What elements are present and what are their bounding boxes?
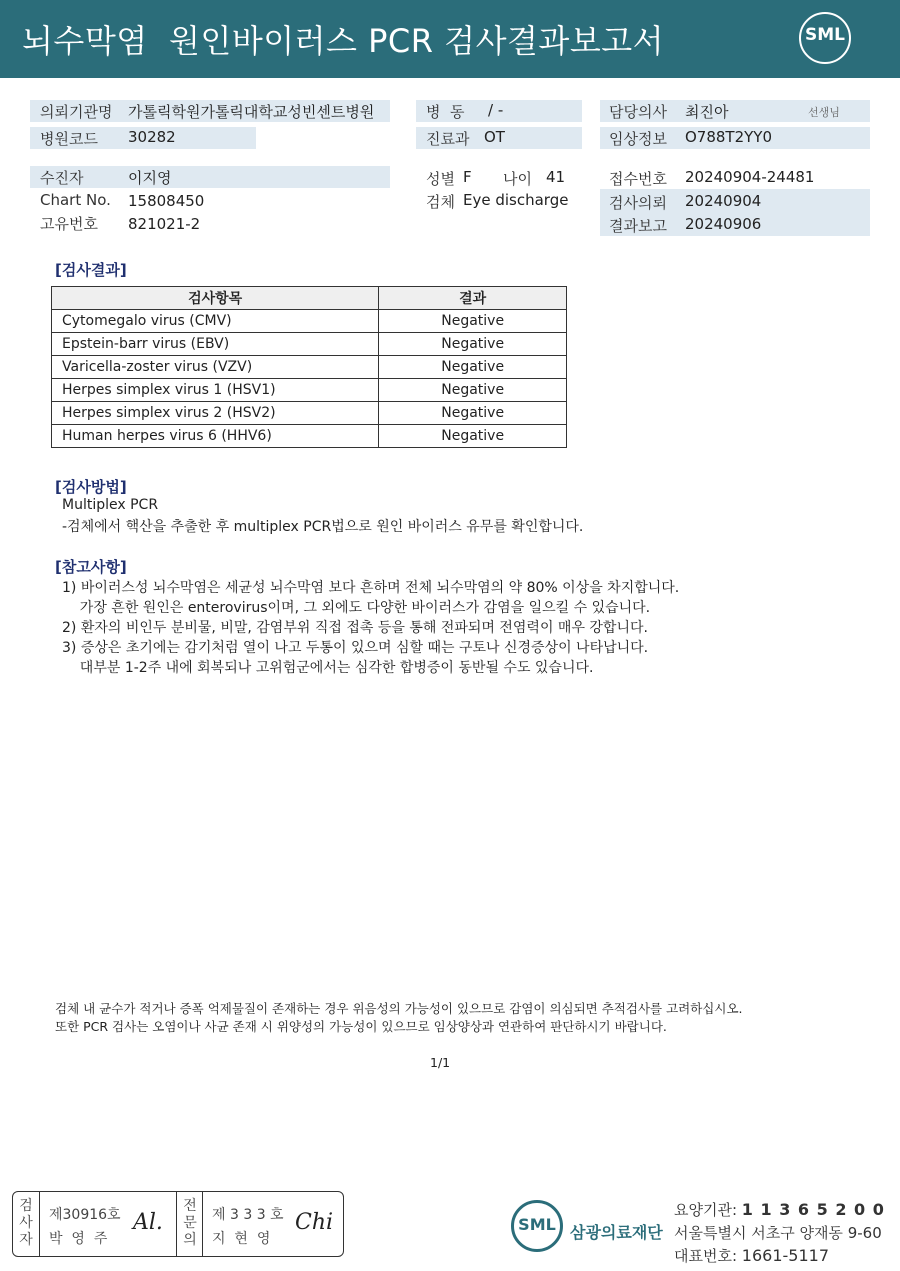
report-date: 20240906 [685, 215, 762, 233]
examiner-signature: Al. [133, 1210, 163, 1235]
report-title: 뇌수막염 원인바이러스 PCR 검사결과보고서 [22, 22, 665, 60]
note-line: 2) 환자의 비인두 분비물, 비말, 감염부위 직접 접촉 등을 통해 전파되며 전염력이 매우 강합니다. [62, 620, 648, 636]
hospital-code-label: 병원코드 [40, 130, 98, 148]
examiner-label [15, 1198, 37, 1249]
requester-label: 의뢰기관명 [40, 103, 113, 121]
method-line-1: Multiplex PCR [62, 497, 159, 513]
notes-section-title: [참고사항] [55, 558, 127, 576]
specimen-value: Eye discharge [463, 191, 569, 209]
divider [202, 1192, 203, 1256]
ward-value: / - [488, 101, 504, 119]
table-row [52, 425, 567, 448]
request-label: 검사의뢰 [609, 194, 667, 212]
org-code-row [674, 1199, 885, 1220]
footer-logo-text: SML [518, 1215, 556, 1234]
patient-label: 수진자 [40, 169, 84, 187]
results-table [51, 286, 567, 448]
clinical-value: O788T2YY0 [685, 128, 773, 146]
specimen-label: 검체 [426, 193, 455, 211]
specialist-name: 지 현 영 [212, 1231, 271, 1247]
requester-value: 가톨릭학원가톨릭대학교성빈센트병원 [128, 103, 375, 121]
signature-box [12, 1191, 344, 1257]
org-code-label: 요양기관: [674, 1201, 738, 1219]
test-name: Herpes simplex virus 1 (HSV1) [52, 379, 379, 402]
hospital-code-value: 30282 [128, 128, 176, 146]
logo-text: SML [805, 25, 845, 45]
test-name: Human herpes virus 6 (HHV6) [52, 425, 379, 448]
test-result: Negative [379, 379, 567, 402]
method-line-2: -검체에서 핵산을 추출한 후 multiplex PCR법으로 원인 바이러스 유무를 확인합니다. [62, 519, 584, 535]
note-line: 가장 흔한 원인은 enterovirus이며, 그 외에도 다양한 바이러스가 감염을 일으킬 수 있습니다. [62, 600, 651, 616]
test-name: Cytomegalo virus (CMV) [52, 310, 379, 333]
specialist-label [179, 1198, 201, 1249]
specialist-signature: Chi [295, 1210, 334, 1235]
test-result: Negative [379, 333, 567, 356]
chart-value: 15808450 [128, 192, 205, 210]
ward-label: 병 동 [426, 103, 465, 121]
divider [176, 1192, 177, 1256]
test-name: Varicella-zoster virus (VZV) [52, 356, 379, 379]
disclaimer-line-1: 검체 내 균수가 적거나 증폭 억제물질이 존재하는 경우 위음성의 가능성이 있으므로 감염이 의심되면 추적검사를 고려하십시오. [55, 1001, 743, 1016]
results-header-row [52, 287, 567, 310]
org-code: 1 1 3 6 5 2 0 0 [741, 1200, 885, 1219]
disclaimer-line-2: 또한 PCR 검사는 오염이나 사균 존재 시 위양성의 가능성이 있으므로 임상양상과 연관하여 판단하시기 바랍니다. [55, 1019, 667, 1034]
request-date: 20240904 [685, 192, 762, 210]
receipt-label: 접수번호 [609, 170, 667, 188]
results-header-test: 검사항목 [52, 287, 379, 310]
sex-value: F [463, 168, 472, 186]
table-row [52, 402, 567, 425]
doctor-label: 담당의사 [609, 103, 667, 121]
sml-footer-logo [511, 1200, 563, 1252]
table-row [52, 379, 567, 402]
age-value: 41 [546, 168, 566, 186]
test-result: Negative [379, 425, 567, 448]
sml-logo [799, 12, 851, 64]
test-name: Herpes simplex virus 2 (HSV2) [52, 402, 379, 425]
examiner-name: 박 영 주 [49, 1231, 108, 1247]
receipt-value: 20240904-24481 [685, 168, 815, 186]
divider [39, 1192, 40, 1256]
page-number: 1/1 [430, 1055, 451, 1070]
chart-label: Chart No. [40, 191, 111, 209]
report-label: 결과보고 [609, 217, 667, 235]
dept-value: OT [484, 128, 505, 146]
id-value: 821021-2 [128, 215, 201, 233]
test-result: Negative [379, 310, 567, 333]
doctor-value: 최진아 [685, 103, 729, 121]
method-section-title: [검사방법] [55, 478, 127, 496]
table-row [52, 333, 567, 356]
doctor-suffix: 선생님 [808, 106, 840, 119]
specialist-label-text: 전문의 [183, 1198, 197, 1248]
dept-label: 진료과 [426, 130, 470, 148]
clinical-label: 임상정보 [609, 130, 667, 148]
id-label: 고유번호 [40, 215, 98, 233]
age-label: 나이 [503, 170, 532, 188]
org-address: 서울특별시 서초구 양재동 9-60 [674, 1224, 882, 1242]
specialist-license: 제 3 3 3 호 [212, 1207, 284, 1223]
results-header-result: 결과 [379, 287, 567, 310]
results-section-title: [검사결과] [55, 261, 127, 279]
org-phone: 1661-5117 [741, 1246, 830, 1265]
note-line: 대부분 1-2주 내에 회복되나 고위험군에서는 심각한 합병증이 동반될 수도 있습니다. [62, 660, 594, 676]
org-name: 삼광의료재단 [570, 1223, 663, 1242]
table-row [52, 310, 567, 333]
org-phone-row [674, 1245, 829, 1266]
band-patient [30, 166, 390, 188]
note-line: 3) 증상은 초기에는 감기처럼 열이 나고 두통이 있으며 심할 때는 구토나 신경증상이 나타납니다. [62, 640, 649, 656]
note-line: 1) 바이러스성 뇌수막염은 세균성 뇌수막염 보다 흔하며 전체 뇌수막염의 약 80% 이상을 차지합니다. [62, 580, 680, 596]
test-result: Negative [379, 402, 567, 425]
patient-value: 이지영 [128, 169, 172, 187]
sex-label: 성별 [426, 170, 455, 188]
org-phone-label: 대표번호: [674, 1247, 738, 1265]
table-row [52, 356, 567, 379]
examiner-license: 제30916호 [49, 1207, 121, 1223]
test-result: Negative [379, 356, 567, 379]
examiner-label-text: 검사자 [19, 1198, 33, 1248]
test-name: Epstein-barr virus (EBV) [52, 333, 379, 356]
